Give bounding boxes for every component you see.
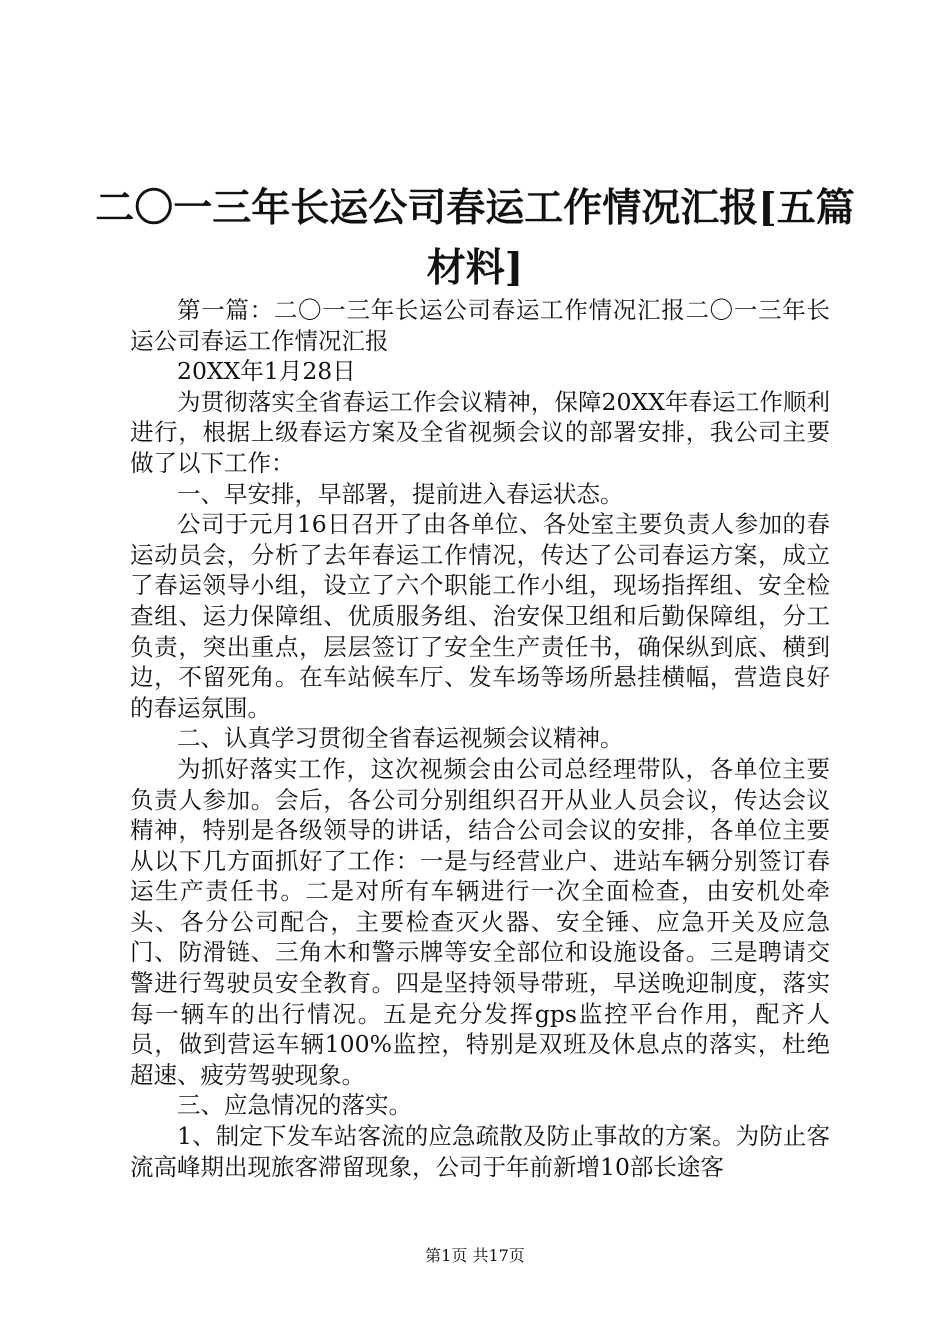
paragraph: 第一篇：二〇一三年长运公司春运工作情况汇报二〇一三年长运公司春运工作情况汇报 [130, 296, 830, 355]
section-heading: 二、认真学习贯彻全省春运视频会议精神。 [177, 724, 624, 753]
paragraph: 为抓好落实工作，这次视频会由公司总经理带队，各单位主要负责人参加。会后，各公司分别组织召开从业人员会议，传达会议精神，特别是各级领导的讲话，结合公司会议的安排，各单位主要从以下几方面抓好了工作：一是与经营业户、进站车辆分别签订春运生产责任书。二是对所有车辆进行一次全面检查，由安机处牵头、各分公司配合，主要检查灭火器、安全锤、应急开关及应急门、防滑链、三角木和警示牌等安全部位和设施设备。三是聘请交警进行驾驶员安全教育。四是坚持领导带班，早送晚迎制度，落实每一辆车的出行情况。五是充分发挥gps监控平台作用，配齐人员，做到营运车辆100%监控，特别是双班及休息点的落实，杜绝超速、疲劳驾驶现象。 [130, 754, 830, 1089]
paragraph: 为贯彻落实全省春运工作会议精神，保障20XX年春运工作顺利进行，根据上级春运方案及全省视频会议的部署安排，我公司主要做了以下工作： [130, 387, 830, 477]
page-footer: 第1页 共17页 [425, 1246, 525, 1265]
section-heading: 一、早安排，早部署，提前进入春运状态。 [177, 479, 624, 508]
paragraph-date: 20XX年1月28日 [177, 357, 356, 386]
section-heading: 三、应急情况的落实。 [177, 1091, 412, 1120]
document-body [130, 295, 830, 1182]
paragraph: 公司于元月16日召开了由各单位、各处室主要负责人参加的春运动员会，分析了去年春运工作情况，传达了公司春运方案，成立了春运领导小组，设立了六个职能工作小组，现场指挥组、安全检查组、运力保障组、优质服务组、治安保卫组和后勤保障组，分工负责，突出重点，层层签订了安全生产责任书，确保纵到底、横到边，不留死角。在车站候车厅、发车场等场所悬挂横幅，营造良好的春运氛围。 [130, 510, 830, 722]
document-title: 二〇一三年长运公司春运工作情况汇报[五篇材料] [95, 185, 855, 291]
paragraph: 1、制定下发车站客流的应急疏散及防止事故的方案。为防止客流高峰期出现旅客滞留现象，公司于年前新增10部长途客 [130, 1122, 830, 1181]
